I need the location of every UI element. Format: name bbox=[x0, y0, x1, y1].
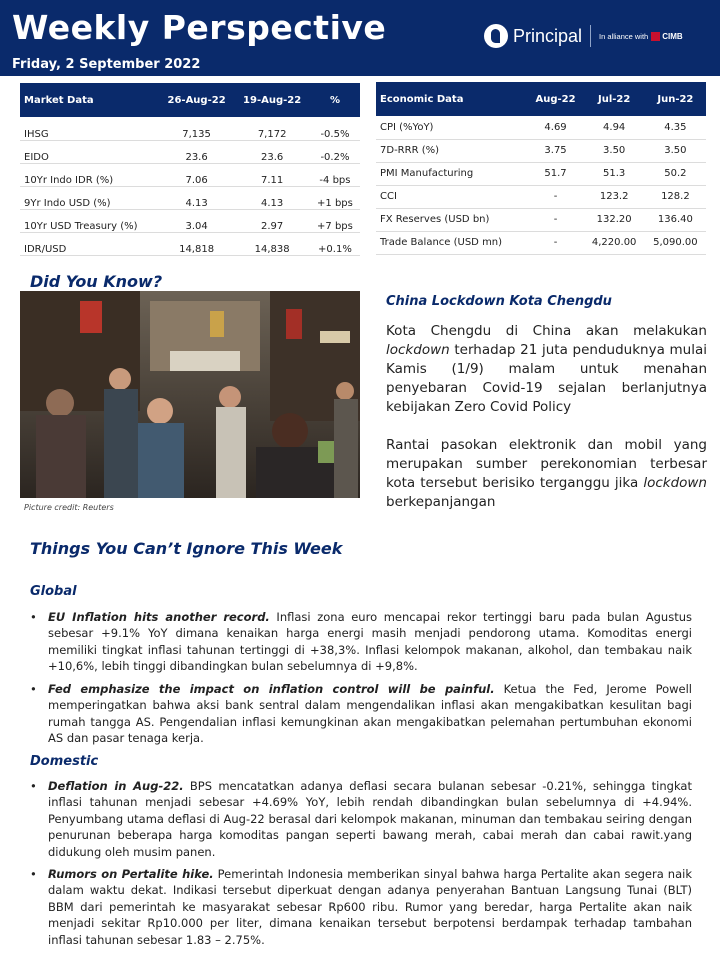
principal-logo bbox=[484, 20, 683, 52]
economic-value: 136.40 bbox=[645, 208, 706, 231]
market-value: 23.6 bbox=[234, 140, 310, 163]
alliance-text: In alliance with bbox=[599, 31, 649, 41]
logo-divider bbox=[590, 25, 591, 47]
market-value: 3.04 bbox=[159, 209, 235, 232]
economic-data-table bbox=[376, 82, 706, 255]
economic-label: CCI bbox=[376, 185, 528, 208]
global-subheading: Global bbox=[30, 584, 77, 599]
market-value: 7.11 bbox=[234, 163, 310, 186]
economic-value: 128.2 bbox=[645, 185, 706, 208]
table-row bbox=[376, 185, 706, 208]
market-value: 2.97 bbox=[234, 209, 310, 232]
bullet-text bbox=[48, 778, 692, 860]
market-change: +0.1% bbox=[310, 232, 360, 255]
economic-value: 4.94 bbox=[584, 116, 645, 139]
did-you-know-heading: Did You Know? bbox=[30, 272, 163, 291]
brand-name: Principal bbox=[513, 25, 583, 46]
bullet-body: BPS mencatatkan adanya deflasi secara bulanan sebesar -0.21%, sehingga tingkat inflasi tahunan menjadi sebesar +4.69% YoY, lebih rendah dibandingkan bulan sebelumnya di +4.94%. Penyumbang utama deflasi di Aug-22 berasal dari kelompok makanan, minuman dan tembakau seiring dengan penurunan beberapa harga komoditas pangan seperti bawang merah, cabai merah dan cabai rawit.yang didukung oleh musim panen. bbox=[48, 779, 692, 859]
principal-logo-icon bbox=[484, 24, 508, 48]
bullet-icon: • bbox=[30, 779, 37, 793]
market-col-header: % bbox=[310, 83, 360, 117]
economic-value: 5,090.00 bbox=[645, 231, 706, 254]
chengdu-street-photo bbox=[20, 291, 360, 498]
table-row bbox=[20, 186, 360, 209]
bullet-icon: • bbox=[30, 867, 37, 881]
partner-name: CIMB bbox=[662, 31, 683, 41]
bullet-icon: • bbox=[30, 610, 37, 624]
market-label: IDR/USD bbox=[20, 232, 159, 255]
economic-value: 4,220.00 bbox=[584, 231, 645, 254]
story-title: China Lockdown Kota Chengdu bbox=[386, 294, 612, 309]
economic-value: 4.69 bbox=[528, 116, 584, 139]
story-text: terhadap 21 juta penduduknya mulai Kamis (1/9) malam untuk menahan penyebaran Covid-19 sejalan berlanjutnya kebijakan Zero Covid Policy bbox=[386, 342, 707, 415]
market-value: 14,818 bbox=[159, 232, 235, 255]
bullet-body: Inflasi zona euro mencapai rekor tertinggi baru pada bulan Agustus sebesar +9.1% YoY dimana kenaikan harga energi masih menjadi pendorong utama. Komoditas energi memiliki tingkat inflasi tahunan tertinggi di +38,3%. Inflasi kelompok makanan, alkohol, dan tembakau naik +10,6%, lebih tinggi dibandingkan bulan sebelumnya di +9,8%. bbox=[48, 610, 692, 674]
economic-label: CPI (%YoY) bbox=[376, 116, 528, 139]
cimb-logo-icon bbox=[651, 32, 660, 41]
economic-value: - bbox=[528, 231, 584, 254]
table-row bbox=[376, 116, 706, 139]
story-paragraph bbox=[386, 436, 707, 512]
bullet-lead: EU Inflation hits another record. bbox=[48, 610, 270, 624]
economic-value: 51.3 bbox=[584, 162, 645, 185]
market-col-header: 26-Aug-22 bbox=[159, 83, 235, 117]
bullet-text bbox=[48, 609, 692, 675]
table-row bbox=[20, 163, 360, 186]
story-paragraph bbox=[386, 322, 707, 417]
market-label: IHSG bbox=[20, 117, 159, 140]
bullet-body: Ketua the Fed, Jerome Powell memperingatkan bahwa aksi bank sentral dalam mengendalikan inflasi akan mengakibatkan kesulitan bagi rumah tangga AS. Pengendalian inflasi kemungkinan akan mengakibatkan pelemahan pertumbuhan ekonomi AS dan pasar tenaga kerja. bbox=[48, 682, 692, 746]
economic-value: 4.35 bbox=[645, 116, 706, 139]
economic-col-header: Jun-22 bbox=[645, 82, 706, 116]
market-value: 7,172 bbox=[234, 117, 310, 140]
market-col-header: 19-Aug-22 bbox=[234, 83, 310, 117]
economic-col-header: Jul-22 bbox=[584, 82, 645, 116]
market-label: 9Yr Indo USD (%) bbox=[20, 186, 159, 209]
crowd-street-illustration bbox=[20, 291, 360, 498]
bullet-body: Pemerintah Indonesia memberikan sinyal bahwa harga Pertalite akan segera naik dalam waktu dekat. Indikasi tersebut diperkuat dengan adanya penyerahan Bantuan Langsung Tunai (BLT) BBM dari pemerintah ke masyarakat sebesar Rp600 ribu. Rumor yang beredar, harga Pertalite akan naik menjadi sekitar Rp10.000 per liter, dimana kenaikan tersebut berpotensi berdampak terhadap tambahan inflasi tahunan sebesar 1.83 – 2.75%. bbox=[48, 867, 692, 947]
bullet-text bbox=[48, 866, 692, 948]
market-change: -0.2% bbox=[310, 140, 360, 163]
market-value: 4.13 bbox=[234, 186, 310, 209]
market-value: 23.6 bbox=[159, 140, 235, 163]
story-text: Kota Chengdu di China akan melakukan bbox=[386, 323, 707, 339]
table-row bbox=[376, 139, 706, 162]
story-emphasis: lockdown bbox=[643, 475, 707, 491]
market-value: 4.13 bbox=[159, 186, 235, 209]
market-value: 7,135 bbox=[159, 117, 235, 140]
economic-table-header bbox=[376, 82, 706, 116]
market-change: -4 bps bbox=[310, 163, 360, 186]
market-change: -0.5% bbox=[310, 117, 360, 140]
economic-value: 123.2 bbox=[584, 185, 645, 208]
economic-value: 3.75 bbox=[528, 139, 584, 162]
economic-col-header: Aug-22 bbox=[528, 82, 584, 116]
economic-label: 7D-RRR (%) bbox=[376, 139, 528, 162]
bullet-lead: Rumors on Pertalite hike. bbox=[48, 867, 214, 881]
table-row bbox=[376, 162, 706, 185]
economic-label: Trade Balance (USD mn) bbox=[376, 231, 528, 254]
story-text: berkepanjangan bbox=[386, 494, 496, 510]
economic-value: - bbox=[528, 185, 584, 208]
table-row bbox=[20, 140, 360, 163]
table-row bbox=[20, 209, 360, 232]
bullet-lead: Deflation in Aug-22. bbox=[48, 779, 184, 793]
publish-date: Friday, 2 September 2022 bbox=[12, 57, 201, 72]
economic-label: PMI Manufacturing bbox=[376, 162, 528, 185]
table-row bbox=[376, 208, 706, 231]
list-item bbox=[30, 609, 692, 675]
domestic-subheading: Domestic bbox=[30, 754, 99, 769]
story-text: Rantai pasokan elektronik dan mobil yang merupakan sumber perekonomian terbesar kota tersebut berisiko terganggu jika bbox=[386, 437, 707, 491]
story-emphasis: lockdown bbox=[386, 342, 450, 358]
market-label: EIDO bbox=[20, 140, 159, 163]
economic-col-header: Economic Data bbox=[376, 82, 528, 116]
page-title: Weekly Perspective bbox=[12, 8, 387, 47]
market-value: 7.06 bbox=[159, 163, 235, 186]
bullet-icon: • bbox=[30, 682, 37, 696]
market-table-header bbox=[20, 83, 360, 117]
list-item bbox=[30, 681, 692, 747]
table-row bbox=[376, 231, 706, 254]
economic-value: 51.7 bbox=[528, 162, 584, 185]
market-data-table bbox=[20, 83, 360, 256]
economic-value: - bbox=[528, 208, 584, 231]
market-col-header: Market Data bbox=[20, 83, 159, 117]
market-label: 10Yr Indo IDR (%) bbox=[20, 163, 159, 186]
economic-value: 3.50 bbox=[584, 139, 645, 162]
list-item bbox=[30, 866, 692, 948]
table-row bbox=[20, 232, 360, 255]
bullet-text bbox=[48, 681, 692, 747]
market-change: +7 bps bbox=[310, 209, 360, 232]
market-label: 10Yr USD Treasury (%) bbox=[20, 209, 159, 232]
picture-credit: Picture credit: Reuters bbox=[24, 503, 114, 512]
economic-value: 50.2 bbox=[645, 162, 706, 185]
economic-value: 132.20 bbox=[584, 208, 645, 231]
header-banner bbox=[0, 0, 720, 76]
table-row bbox=[20, 117, 360, 140]
economic-value: 3.50 bbox=[645, 139, 706, 162]
market-change: +1 bps bbox=[310, 186, 360, 209]
list-item bbox=[30, 778, 692, 860]
market-value: 14,838 bbox=[234, 232, 310, 255]
bullet-lead: Fed emphasize the impact on inflation control will be painful. bbox=[48, 682, 495, 696]
things-heading: Things You Can’t Ignore This Week bbox=[30, 539, 343, 558]
economic-label: FX Reserves (USD bn) bbox=[376, 208, 528, 231]
